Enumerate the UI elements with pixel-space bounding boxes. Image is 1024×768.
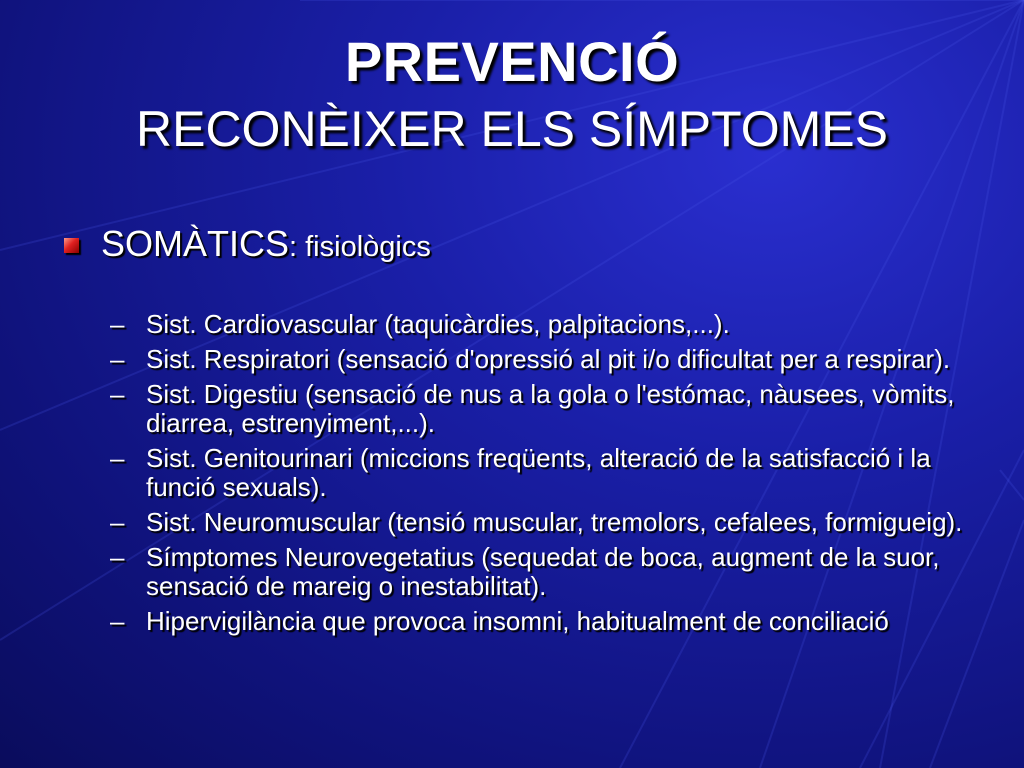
dash-bullet: – [110, 344, 125, 374]
list-item [110, 508, 970, 537]
slide-title: PREVENCIÓ [344, 30, 680, 93]
bullet-heading: SOMÀTICS [101, 223, 290, 264]
dash-bullet: – [110, 443, 125, 473]
list-item [110, 310, 970, 339]
list-item [110, 380, 970, 438]
main-bullet [64, 222, 431, 269]
dash-bullet: – [110, 309, 125, 339]
slide-subtitle: RECONÈIXER ELS SÍMPTOMES [135, 101, 889, 157]
red-square-bullet-icon [64, 238, 79, 253]
list-item [110, 345, 970, 374]
list-item-text: Sist. Neuromuscular (tensió muscular, tremolors, cefalees, formigueig). [146, 507, 963, 537]
symptom-list [110, 310, 970, 642]
list-item-text: Sist. Cardiovascular (taquicàrdies, palpitacions,...). [146, 309, 730, 339]
list-item [110, 444, 970, 502]
dash-bullet: – [110, 542, 125, 572]
list-item-text: Sist. Digestiu (sensació de nus a la gola o l'estómac, nàusees, vòmits, diarrea, estrenyiment,...). [146, 379, 955, 438]
list-item [110, 543, 970, 601]
slide-title-block [0, 28, 1024, 160]
bullet-text [101, 222, 431, 269]
list-item-text: Sist. Respiratori (sensació d'opressió al pit i/o dificultat per a respirar). [146, 344, 951, 374]
list-item-text: Sist. Genitourinari (miccions freqüents, alteració de la satisfacció i la funció sexuals). [146, 443, 931, 502]
dash-bullet: – [110, 606, 125, 636]
dash-bullet: – [110, 507, 125, 537]
list-item [110, 607, 970, 636]
list-item-text: Símptomes Neurovegetatius (sequedat de boca, augment de la suor, sensació de mareig o inestabilitat). [146, 542, 940, 601]
dash-bullet: – [110, 379, 125, 409]
bullet-subheading: : fisiològics [289, 231, 431, 263]
list-item-text: Hipervigilància que provoca insomni, habitualment de conciliació [146, 606, 889, 636]
